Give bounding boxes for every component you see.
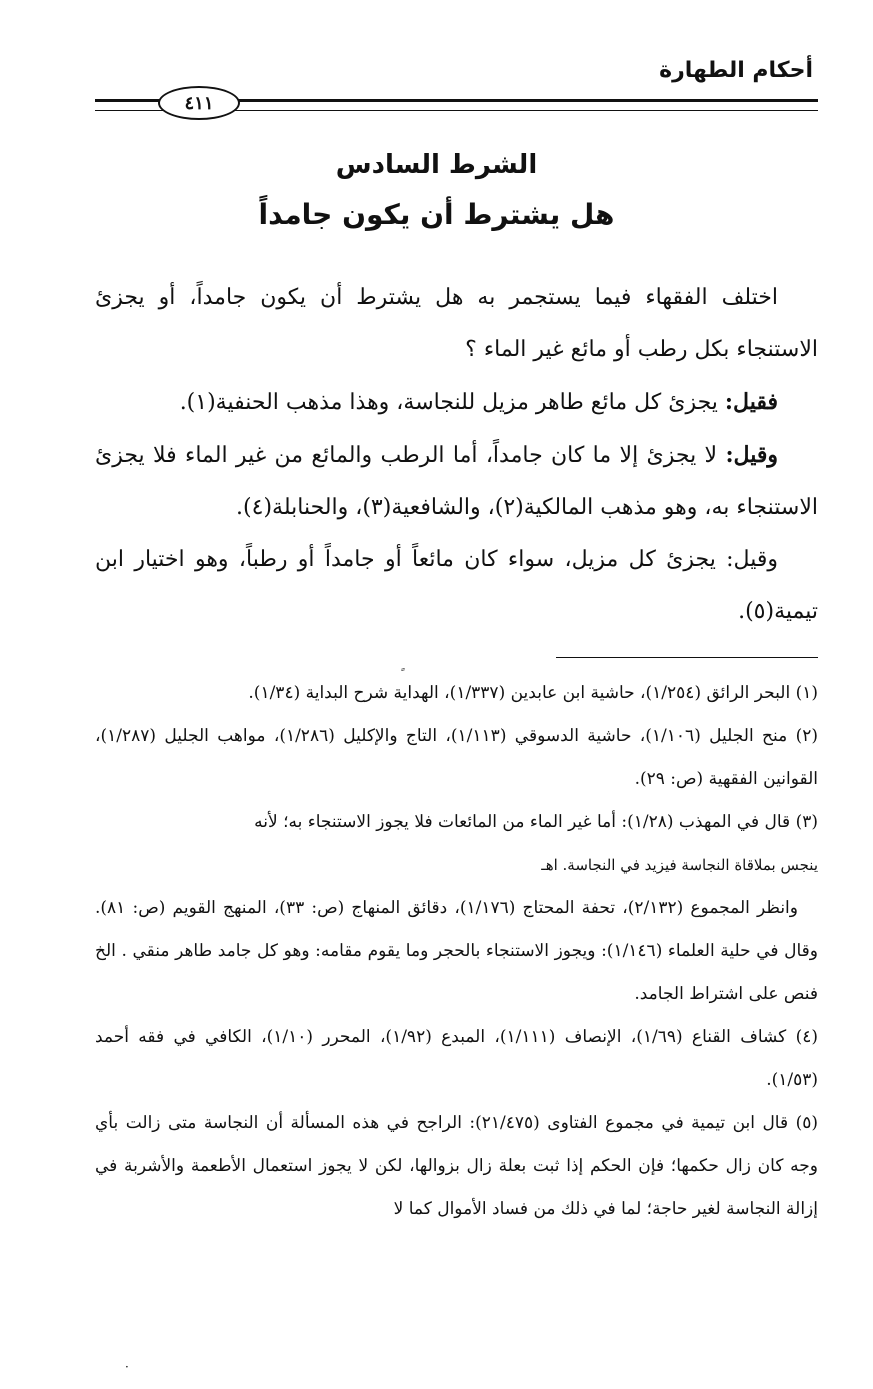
bottom-dot: · — [125, 1360, 129, 1374]
footnote-1: (١) البحر الرائق (١/٢٥٤)، حاشية ابن عابدين (١/٣٣٧)، الهداية شرح البداية (١/٣٤). — [248, 683, 818, 703]
paragraph-2-keyword: فقيل: — [724, 389, 778, 415]
footnotes — [95, 672, 818, 1231]
paragraph-3-keyword: وقيل: — [725, 442, 778, 468]
footnote-4: (٤) كشاف القناع (١/٦٩)، الإنصاف (١/١١١)، المبدع (١/٩٢)، المحرر (١/١٠)، الكافي في فقه أحمد (١/٥٣). — [95, 1027, 818, 1090]
footnote-2: (٢) منح الجليل (١/١٠٦)، حاشية الدسوقي (١/١١٣)، التاج والإكليل (١/٢٨٦)، مواهب الجليل (١/٢٨٧)، القوانين الفقهية (ص: ٢٩). — [95, 726, 818, 789]
page-number: ٤١١ — [158, 86, 240, 120]
main-text — [95, 272, 818, 638]
footnote-3-line-1: (٣) قال في المهذب (١/٢٨): أما غير الماء من المائعات فلا يجوز الاستنجاء به؛ لأنه — [254, 812, 818, 832]
footnote-3-line-2: ينجس بملاقاة النجاسة فيزيد في النجاسة. اهـ — [541, 856, 818, 874]
paragraph-2-text: يجزئ كل مائع طاهر مزيل للنجاسة، وهذا مذهب الحنفية(١). — [179, 390, 725, 415]
paragraph-2 — [95, 376, 818, 429]
running-title: أحكام الطهارة — [659, 58, 813, 83]
section-title: الشرط السادس — [335, 150, 538, 180]
paragraph-3 — [95, 429, 818, 534]
paragraph-1: اختلف الفقهاء فيما يستجمر به هل يشترط أن يكون جامداً، أو يجزئ الاستنجاء بكل رطب أو مائع غير الماء ؟ — [95, 285, 818, 362]
footnote-separator — [556, 657, 818, 658]
footnote-5: (٥) قال ابن تيمية في مجموع الفتاوى (٢١/٤٧٥): الراجح في هذه المسألة أن النجاسة متى زالت بأي وجه كان زال حكمها؛ فإن الحكم إذا ثبت بعلة زال بزوالها، لكن لا يجوز استعمال الأطعمة والأشربة في إزالة النجاسة لغير حاجة؛ لما في ذلك من فساد الأموال كما لا — [95, 1113, 818, 1219]
paragraph-3-text: لا يجزئ إلا ما كان جامداً، أما الرطب والمائع من غير الماء فلا يجزئ الاستنجاء به، وهو مذهب المالكية(٢)، والشافعية(٣)، والحنابلة(٤). — [95, 443, 818, 520]
paragraph-4: وقيل: يجزئ كل مزيل، سواء كان مائعاً أو جامداً أو رطباً، وهو اختيار ابن تيمية(٥). — [95, 547, 818, 624]
section-subtitle: هل يشترط أن يكون جامداً — [258, 198, 615, 231]
footnote-3-continued: وانظر المجموع (٢/١٣٢)، تحفة المحتاج (١/١٧٦)، دقائق المنهاج (ص: ٣٣)، المنهج القويم (ص: ٨١). وقال في حلية العلماء (١/١٤٦): ويجوز الاستنجاء بالحجر وما يقوم مقامه: وهو كل جامد طاهر منقي . الخ فنص على اشتراط الجامد. — [95, 898, 818, 1004]
